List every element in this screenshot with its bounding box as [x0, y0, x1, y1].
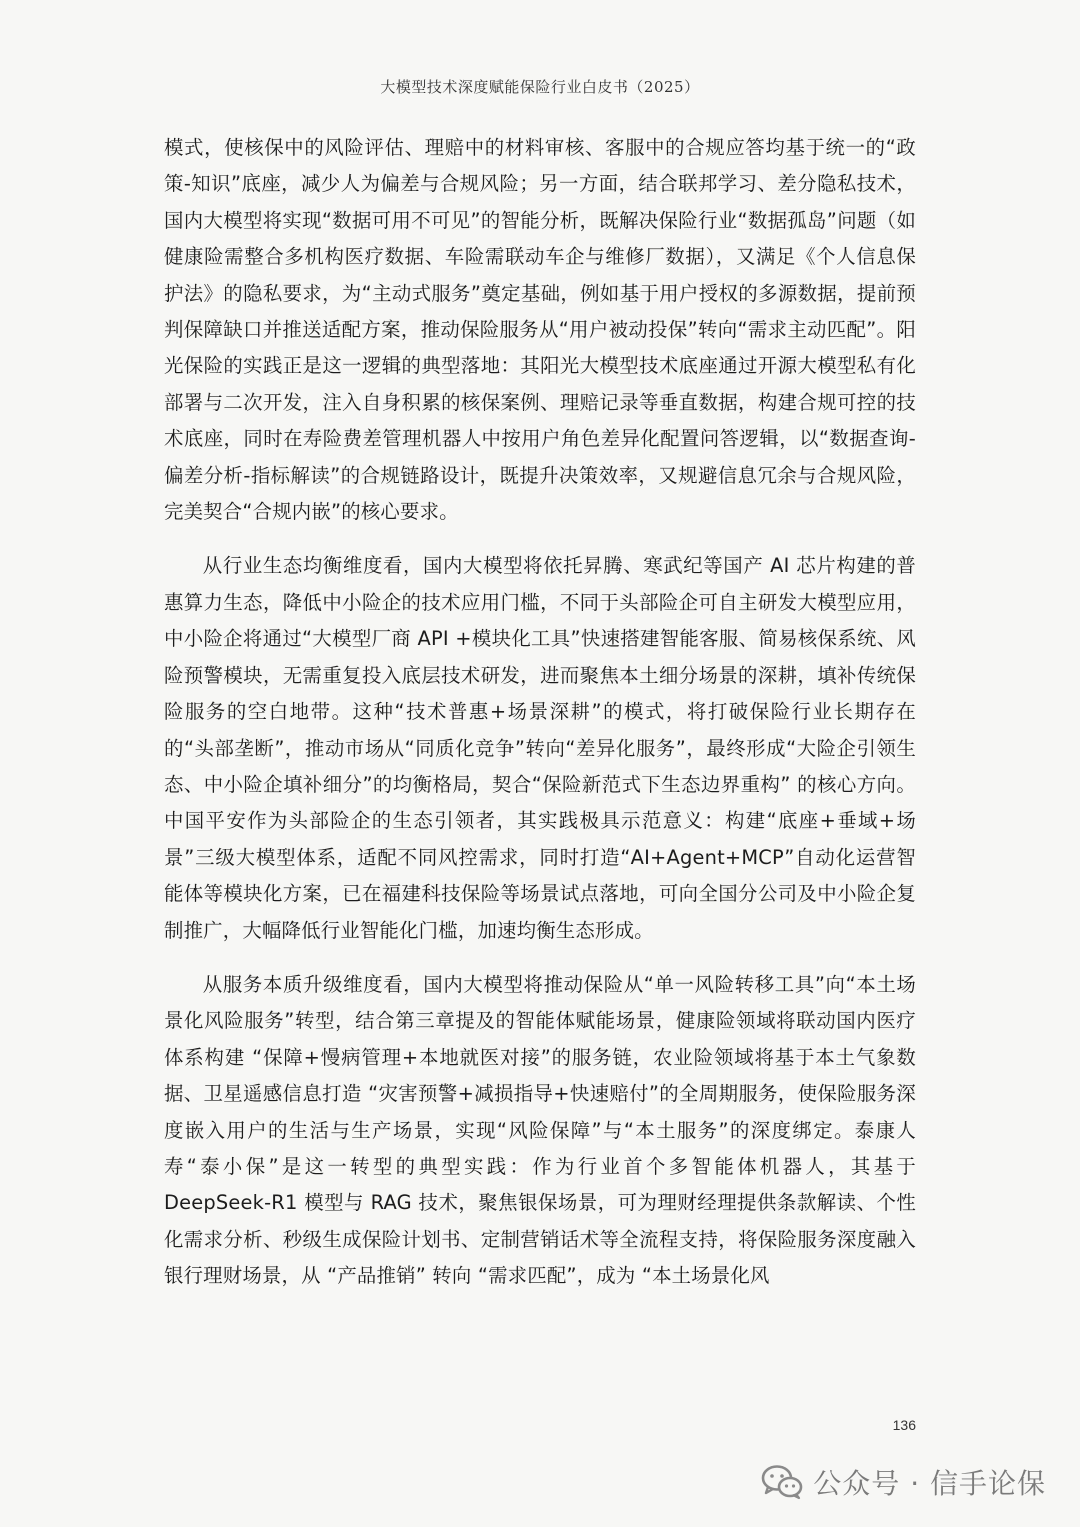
watermark-text: 公众号 · 信手论保 — [813, 1467, 1046, 1500]
wechat-icon — [761, 1464, 803, 1500]
paragraph: 从服务本质升级维度看，国内大模型将推动保险从“单一风险转移工具”向“本土场景化风险服务”转型，结合第三章提及的智能体赋能场景，健康险领域将联动国内医疗体系构建 “保障+慢病管理+本地就医对接”的服务链，农业险领域将基于本土气象数据、卫星遥感信息打造 “灾害预警+减损指导+快速赔付”的全周期服务，使保险服务深度嵌入用户的生活与生产场景，实现“风险保障”与“本土服务”的深度绑定。泰康人寿“泰小保”是这一转型的典型实践：作为行业首个多智能体机器人，其基于 DeepSeek-R1 模型与 RAG 技术，聚焦银保场景，可为理财经理提供条款解读、个性化需求分析、秒级生成保险计划书、定制营销话术等全流程支持，将保险服务深度融入银行理财场景，从 “产品推销” 转向 “需求匹配”，成为 “本土场景化风 — [164, 972, 916, 1288]
page-header: 大模型技术深度赋能保险行业白皮书（2025） — [380, 78, 700, 96]
page-number: 136 — [892, 1417, 916, 1433]
body-text — [164, 130, 916, 1313]
paragraph: 从行业生态均衡维度看，国内大模型将依托昇腾、寒武纪等国产 AI 芯片构建的普惠算力生态，降低中小险企的技术应用门槛，不同于头部险企可自主研发大模型应用，中小险企将通过“大模型厂商 API +模块化工具”快速搭建智能客服、简易核保系统、风险预警模块，无需重复投入底层技术研发，进而聚焦本土细分场景的深耕，填补传统保险服务的空白地带。这种“技术普惠+场景深耕”的模式，将打破保险行业长期存在的“头部垄断”，推动市场从“同质化竞争”转向“差异化服务”，最终形成“大险企引领生态、中小险企填补细分”的均衡格局，契合“保险新范式下生态边界重构” 的核心方向。中国平安作为头部险企的生态引领者，其实践极具示范意义：构建“底座+垂域+场景”三级大模型体系，适配不同风控需求，同时打造“AI+Agent+MCP”自动化运营智能体等模块化方案，已在福建科技保险等场景试点落地，可向全国分公司及中小险企复制推广，大幅降低行业智能化门槛，加速均衡生态形成。 — [164, 554, 916, 942]
paragraph: 模式，使核保中的风险评估、理赔中的材料审核、客服中的合规应答均基于统一的“政策-知识”底座，减少人为偏差与合规风险；另一方面，结合联邦学习、差分隐私技术，国内大模型将实现“数据可用不可见”的智能分析，既解决保险行业“数据孤岛”问题（如健康险需整合多机构医疗数据、车险需联动车企与维修厂数据），又满足《个人信息保护法》的隐私要求，为“主动式服务”奠定基础，例如基于用户授权的多源数据，提前预判保障缺口并推送适配方案，推动保险服务从“用户被动投保”转向“需求主动匹配”。阳光保险的实践正是这一逻辑的典型落地：其阳光大模型技术底座通过开源大模型私有化部署与二次开发，注入自身积累的核保案例、理赔记录等垂直数据，构建合规可控的技术底座，同时在寿险费差管理机器人中按用户角色差异化配置问答逻辑，以“数据查询-偏差分析-指标解读”的合规链路设计，既提升决策效率，又规避信息冗余与合规风险，完美契合“合规内嵌”的核心要求。 — [164, 136, 916, 524]
watermark — [761, 1462, 1046, 1502]
